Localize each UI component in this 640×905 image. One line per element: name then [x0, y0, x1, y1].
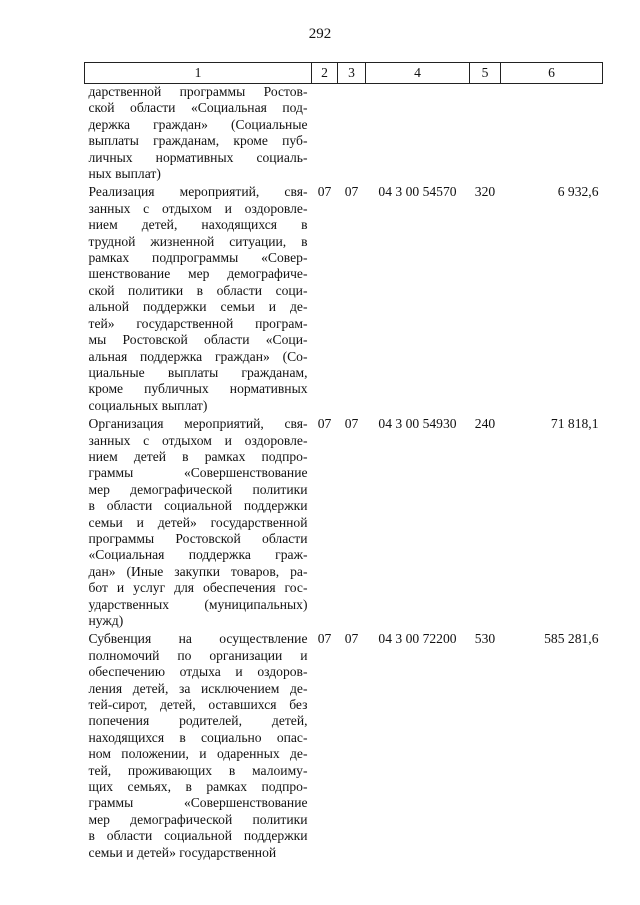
description-line: полномочий по организации и [88, 647, 308, 663]
header-col-1: 1 [85, 63, 312, 84]
description-line: в области социальной поддержки [88, 498, 308, 514]
description-line: граммы «Совершенствование [88, 465, 308, 481]
description-line: бот и услуг для обеспечения гос- [88, 580, 308, 596]
header-row [85, 63, 603, 84]
row-description [85, 182, 312, 414]
description-line: занных с отдыхом и оздоровле- [88, 432, 308, 448]
description-line: граммы «Совершенствование [88, 795, 308, 811]
expense-type-code: 320 [474, 184, 496, 200]
table-row [85, 629, 603, 861]
description-line: кроме публичных нормативных [88, 381, 308, 397]
expense-type-code [470, 84, 501, 183]
description-line: обеспечению отдыха и оздоров- [88, 664, 308, 680]
description-line: Реализация мероприятий, свя- [88, 184, 308, 200]
description-line: ных выплат) [88, 166, 161, 182]
description-line: шенствование мер демографиче- [88, 266, 308, 282]
expense-type-code: 530 [474, 631, 496, 647]
description-line: ном положении, и одаренных де- [88, 746, 308, 762]
description-line: трудной жизненной ситуации, в [88, 233, 308, 249]
row-description [85, 629, 312, 861]
target-article-code: 04 3 00 54930 [378, 416, 457, 432]
description-line: нужд) [88, 613, 124, 628]
section-code: 07 [317, 184, 332, 200]
description-line: личных нормативных социаль- [88, 149, 308, 165]
description-line: мер демографической политики [88, 811, 308, 827]
header-col-3: 3 [338, 63, 366, 84]
description-line: попечения родителей, детей, [88, 713, 308, 729]
description-line: альная поддержка граждан» (Со- [88, 348, 308, 364]
description-line: программы Ростовской области [88, 530, 308, 546]
description-line: тей, проживающих в малоиму- [88, 762, 308, 778]
description-line: тей» государственной програм- [88, 315, 308, 331]
row-description [85, 414, 312, 629]
description-line: держка граждан» (Социальные [88, 116, 308, 132]
amount: 71 818,1 [550, 416, 599, 432]
description-line: семьи и детей» государственной [88, 514, 308, 530]
description-line: Субвенция на осуществление [88, 631, 308, 647]
table-row [85, 182, 603, 414]
subsection-code [338, 84, 366, 183]
header-col-6: 6 [501, 63, 603, 84]
description-line: выплаты гражданам, кроме пуб- [88, 133, 308, 149]
description-line: тей-сирот, детей, оставшихся без [88, 697, 308, 713]
subsection-code: 07 [344, 416, 359, 432]
description-line: социальных выплат) [88, 397, 208, 413]
amount: 585 281,6 [544, 631, 599, 647]
description-line: нием детей в рамках подпро- [88, 448, 308, 464]
description-line: дарственной программы Ростов- [88, 84, 308, 99]
page-number: 292 [308, 26, 332, 42]
description-line: ления детей, за исключением де- [88, 680, 308, 696]
table-row [85, 84, 603, 183]
description-line: рамках подпрограммы «Совер- [88, 250, 308, 266]
description-line: ской политики в области соци- [88, 282, 308, 298]
subsection-code: 07 [344, 631, 359, 647]
description-line: в области социальной поддержки [88, 828, 308, 844]
section-code [312, 84, 338, 183]
description-line: «Социальная поддержка граж- [88, 547, 308, 563]
amount: 6 932,6 [557, 184, 599, 200]
header-col-5: 5 [470, 63, 501, 84]
target-article-code [366, 84, 470, 183]
description-line: ской области «Социальная под- [88, 100, 308, 116]
header-col-2: 2 [312, 63, 338, 84]
description-line: ударственных (муниципальных) [88, 596, 308, 612]
description-line: занных с отдыхом и оздоровле- [88, 200, 308, 216]
table-row [85, 414, 603, 629]
description-line: циальные выплаты гражданам, [88, 364, 308, 380]
target-article-code: 04 3 00 72200 [378, 631, 457, 647]
description-line: нием детей, находящихся в [88, 217, 308, 233]
section-code: 07 [317, 631, 332, 647]
description-line: находящихся в социально опас- [88, 729, 308, 745]
target-article-code: 04 3 00 54570 [378, 184, 457, 200]
description-line: дан» (Иные закупки товаров, ра- [88, 563, 308, 579]
row-description [85, 84, 312, 183]
description-line: Организация мероприятий, свя- [88, 416, 308, 432]
description-line: щих семьях, в рамках подпро- [88, 779, 308, 795]
subsection-code: 07 [344, 184, 359, 200]
description-line: мы Ростовской области «Соци- [88, 332, 308, 348]
expense-type-code: 240 [474, 416, 496, 432]
header-col-4: 4 [366, 63, 470, 84]
description-line: альной поддержки семьи и де- [88, 299, 308, 315]
section-code: 07 [317, 416, 332, 432]
amount [501, 84, 603, 183]
budget-table [84, 62, 603, 861]
description-line: мер демографической политики [88, 481, 308, 497]
description-line: семьи и детей» государственной [88, 844, 277, 860]
